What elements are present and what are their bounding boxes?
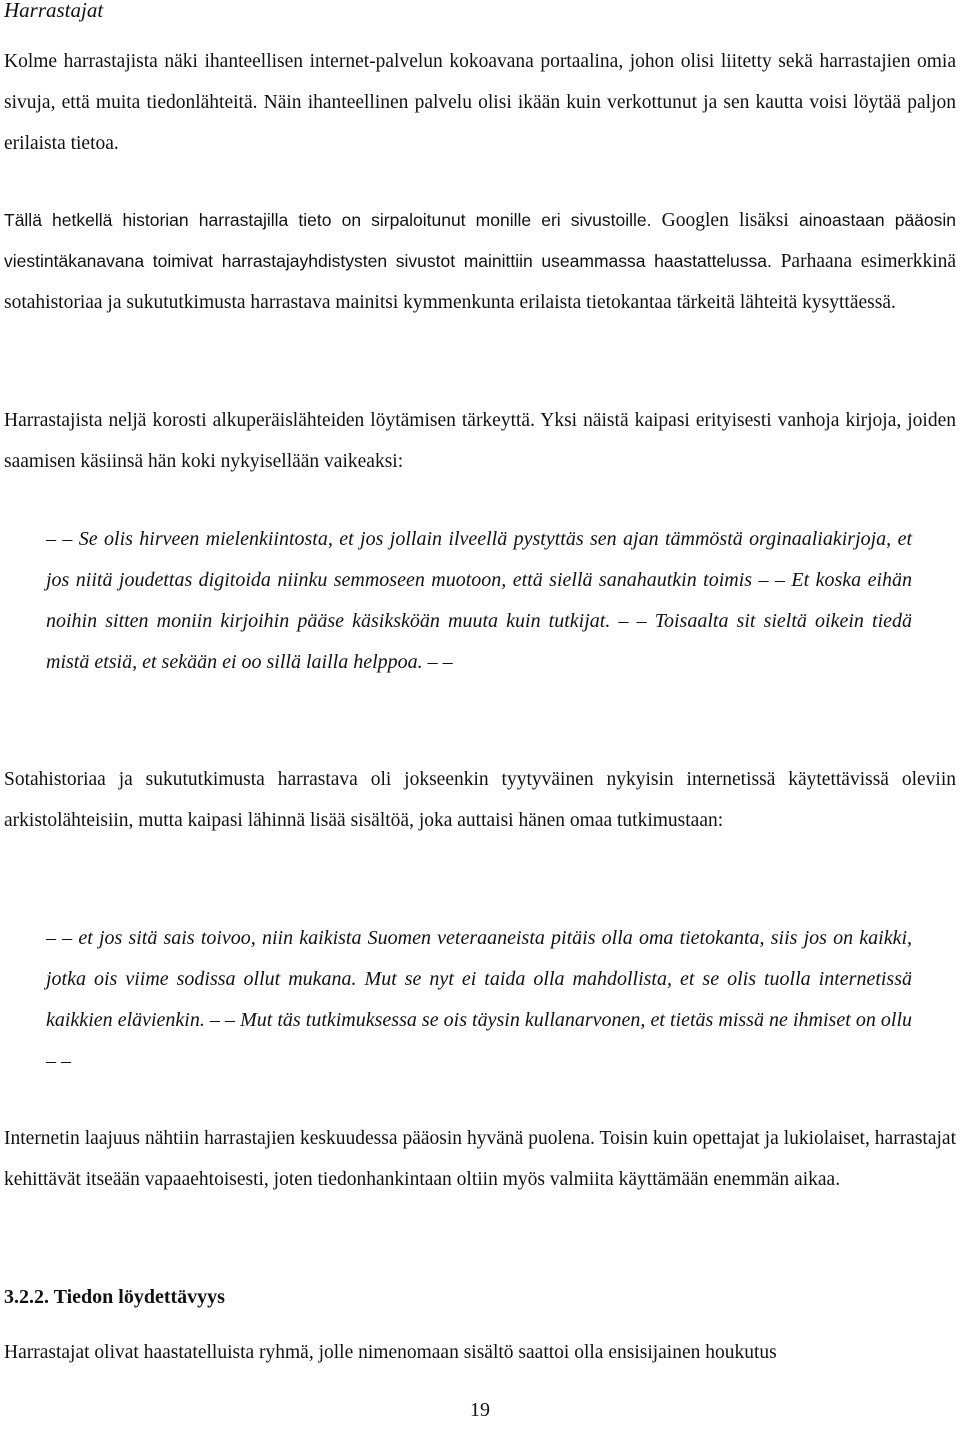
paragraph-content-attraction: Harrastajat olivat haastatelluista ryhmä, jolle nimenomaan sisältö saattoi olla ensisijainen houkutus — [4, 1342, 777, 1363]
section-heading-findability: 3.2.2. Tiedon löydettävyys — [4, 1286, 225, 1308]
paragraph-fragmented-info-sentence-1: Tällä hetkellä historian harrastajilla tieto on sirpaloitunut monille eri sivustoille. — [4, 210, 652, 230]
subheading-harrastajat: Harrastajat — [4, 0, 104, 22]
quote-old-books: – – Se olis hirveen mielenkiintosta, et jos jollain ilveellä pystyttäs sen ajan tämmöstä orginaaliakirjoja, et jos niitä joudettas digitoida niinku semmoseen muotoon, että siellä sanahautkin toimis – – Et koska eihän noihin sitten moniin kirjoihin pääse käsiksköän muuta kuin tutkijat. – – Toisaalta sit sieltä oikein tiedä mistä etsiä, et sekään ei oo sillä lailla helppoa. – – — [46, 528, 912, 673]
paragraph-fragmented-info-sentence-3: Parhaana esimerkkinä sotahistoriaa ja sukututkimusta harrastava mainitsi kymmenkunta erilaista tietokantaa tärkeitä lähteitä kysyttäessä. — [4, 251, 957, 313]
paragraph-original-sources: Harrastajista neljä korosti alkuperäislähteiden löytämisen tärkeyttä. Yksi näistä kaipasi erityisesti vanhoja kirjoja, joiden saamisen käsiinsä hän koki nykyisellään vaikeaksi: — [4, 410, 956, 472]
paragraph-archive-sources: Sotahistoriaa ja sukututkimusta harrastava oli jokseenkin tyytyväinen nykyisin internetissä käytettävissä oleviin arkistolähteisiin, mutta kaipasi lähinnä lisää sisältöä, joka auttaisi hänen omaa tutkimustaan: — [4, 769, 956, 831]
paragraph-fragmented-info-sentence-2: ainoastaan pääosin viestintäkanavana toimivat harrastajayhdistysten sivustot mainittiin useammassa haastattelussa. — [4, 210, 957, 271]
paragraph-fragmented-info — [4, 200, 956, 323]
paragraph-internet-breadth: Internetin laajuus nähtiin harrastajien keskuudessa pääosin hyvänä puolena. Toisin kuin opettajat ja lukiolaiset, harrastajat kehittävät itseään vapaaehtoisesti, joten tiedonhankintaan oltiin myös valmiita käyttämään enemmän aikaa. — [4, 1128, 956, 1190]
quote-veterans-database: – – et jos sitä sais toivoo, niin kaikista Suomen veteraaneista pitäis olla oma tietokanta, siis jos on kaikki, jotka ois viime sodissa ollut mukana. Mut se nyt ei taida olla mahdollista, et se olis tuolla internetissä kaikkien elävienkin. – – Mut täs tutkimuksessa se ois täysin kullanarvonen, et tietäs missä ne ihmiset on ollu – – — [46, 927, 912, 1072]
page-number: 19 — [470, 1399, 490, 1421]
paragraph-fragmented-info-google: Googlen lisäksi — [661, 210, 789, 231]
paragraph-ideal-portal: Kolme harrastajista näki ihanteellisen internet-palvelun kokoavana portaalina, johon olisi liitetty sekä harrastajien omia sivuja, että muita tiedonlähteitä. Näin ihanteellinen palvelu olisi ikään kuin verkottunut ja sen kautta voisi löytää paljon erilaista tietoa. — [4, 51, 956, 154]
